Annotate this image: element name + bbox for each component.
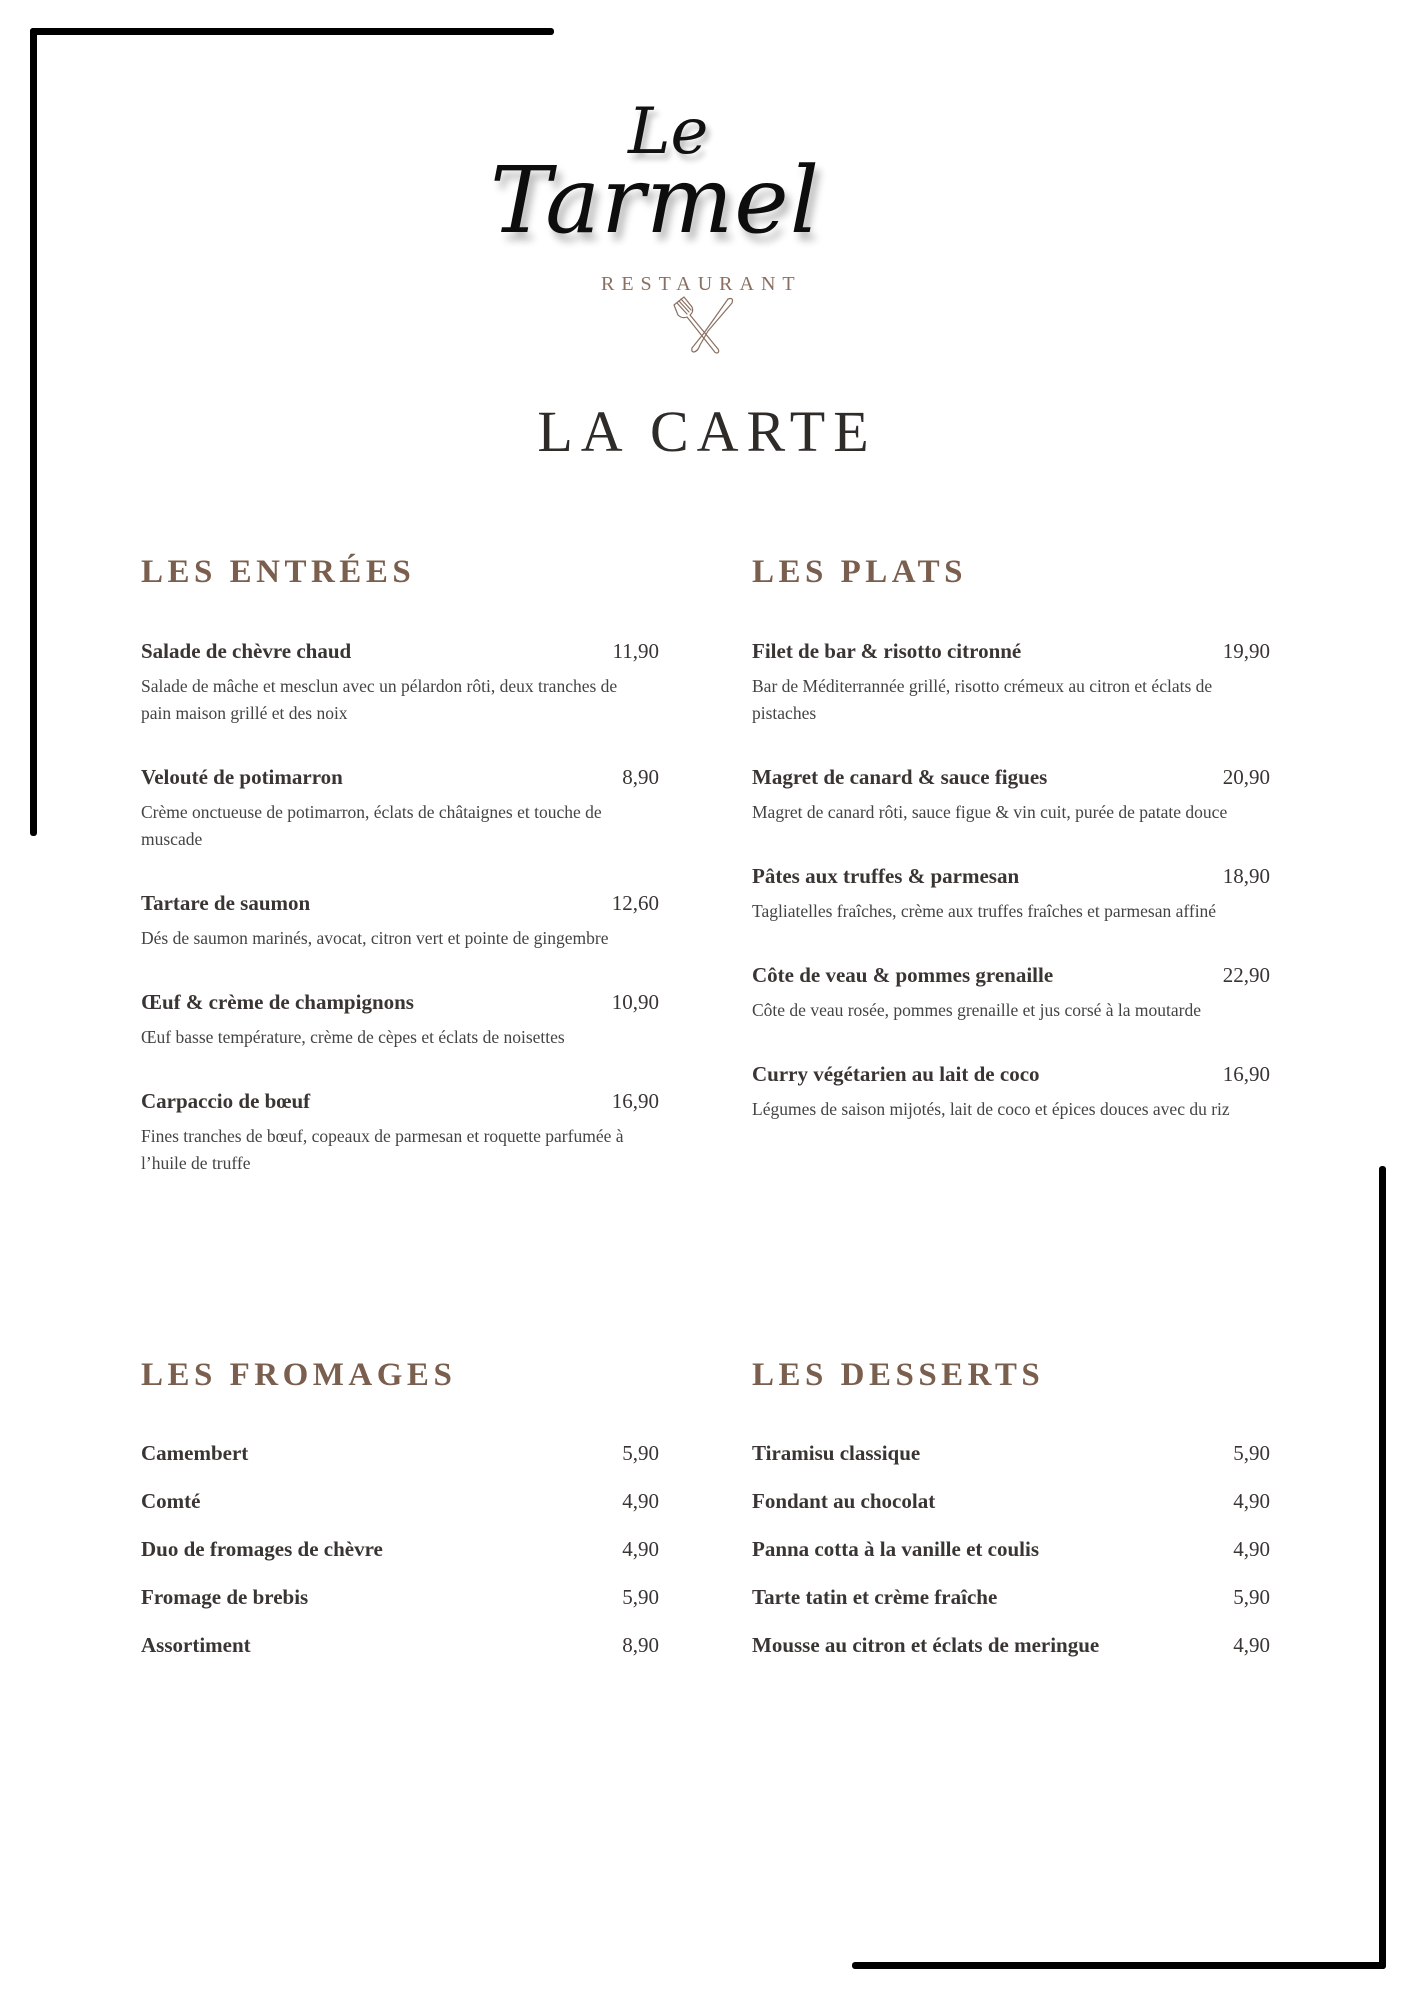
menu-item — [141, 890, 659, 952]
dish-description: Côte de veau rosée, pommes grenaille et jus corsé à la moutarde — [752, 1000, 1202, 1020]
menu-item — [141, 989, 659, 1051]
section-fromages — [141, 1355, 659, 1680]
dish-description: Magret de canard rôti, sauce figue & vin cuit, purée de patate douce — [752, 802, 1228, 822]
dish-price: 4,90 — [622, 1537, 659, 1561]
dish-name: Fromage de brebis — [141, 1585, 309, 1609]
menu-item — [752, 1440, 1270, 1488]
fork-knife-icon — [670, 295, 742, 355]
dish-name: Pâtes aux truffes & parmesan — [752, 864, 1020, 888]
menu-item — [752, 1536, 1270, 1584]
dish-description: Œuf basse température, crème de cèpes et éclats de noisettes — [141, 1027, 565, 1047]
dish-description: Crème onctueuse de potimarron, éclats de châtaignes et touche de muscade — [141, 802, 602, 849]
dish-name: Côte de veau & pommes grenaille — [752, 963, 1054, 987]
menu-item — [752, 638, 1270, 727]
dish-name: Tartare de saumon — [141, 891, 311, 915]
dish-name: Salade de chèvre chaud — [141, 639, 352, 663]
dish-description: Fines tranches de bœuf, copeaux de parmesan et roquette parfumée à l’huile de truffe — [141, 1126, 624, 1173]
dish-name: Filet de bar & risotto citronné — [752, 639, 1022, 663]
dish-description: Dés de saumon marinés, avocat, citron vert et pointe de gingembre — [141, 928, 609, 948]
dish-price: 5,90 — [622, 1585, 659, 1609]
menu-item — [141, 1536, 659, 1584]
menu-item — [752, 1584, 1270, 1632]
dish-price: 22,90 — [1222, 963, 1270, 987]
menu-item — [141, 1584, 659, 1632]
dish-name: Fondant au chocolat — [752, 1489, 936, 1513]
dish-name: Tiramisu classique — [752, 1441, 921, 1465]
page-title-text: LA CARTE — [537, 399, 877, 464]
frame-top-left-horizontal — [30, 28, 554, 35]
logo-name: Tarmel — [490, 147, 821, 254]
dish-name: Tarte tatin et crème fraîche — [752, 1585, 998, 1609]
dish-price: 8,90 — [622, 1633, 659, 1657]
logo-subtitle: RESTAURANT — [601, 273, 802, 295]
section-entrees — [141, 552, 659, 1177]
dish-name: Comté — [141, 1489, 201, 1513]
dish-price: 5,90 — [1233, 1585, 1270, 1609]
dish-list — [752, 638, 1270, 1123]
dish-price: 5,90 — [1233, 1441, 1270, 1465]
dish-price: 16,90 — [611, 1089, 659, 1113]
dish-price: 12,60 — [611, 891, 659, 915]
dish-price: 11,90 — [612, 639, 659, 663]
menu-item — [141, 764, 659, 853]
dish-name: Panna cotta à la vanille et coulis — [752, 1537, 1039, 1561]
dish-name: Magret de canard & sauce figues — [752, 765, 1048, 789]
page-title — [0, 398, 1414, 465]
dish-price: 19,90 — [1222, 639, 1270, 663]
menu-item — [752, 764, 1270, 826]
menu-item — [752, 962, 1270, 1024]
menu-item — [752, 863, 1270, 925]
menu-item — [752, 1632, 1270, 1680]
dish-price: 16,90 — [1222, 1062, 1270, 1086]
dish-description: Légumes de saison mijotés, lait de coco et épices douces avec du riz — [752, 1099, 1230, 1119]
dish-price: 10,90 — [611, 990, 659, 1014]
frame-bottom-right-vertical — [1379, 1166, 1386, 1969]
restaurant-logo — [480, 95, 900, 365]
menu-item — [752, 1061, 1270, 1123]
menu-item — [141, 1440, 659, 1488]
dish-name: Curry végétarien au lait de coco — [752, 1062, 1040, 1086]
dish-price: 20,90 — [1222, 765, 1270, 789]
dish-price: 18,90 — [1222, 864, 1270, 888]
section-title: LES ENTRÉES — [141, 554, 416, 590]
dish-name: Velouté de potimarron — [141, 765, 343, 789]
section-title: LES FROMAGES — [141, 1357, 457, 1393]
dish-name: Mousse au citron et éclats de meringue — [752, 1633, 1100, 1657]
dish-price: 5,90 — [622, 1441, 659, 1465]
dish-price: 8,90 — [622, 765, 659, 789]
dish-list — [141, 638, 659, 1177]
menu-item — [141, 1088, 659, 1177]
section-title: LES PLATS — [752, 554, 968, 590]
section-plats — [752, 552, 1270, 1123]
frame-bottom-right-horizontal — [852, 1962, 1386, 1969]
dish-price: 4,90 — [1233, 1537, 1270, 1561]
dish-price: 4,90 — [1233, 1489, 1270, 1513]
section-title: LES DESSERTS — [752, 1357, 1045, 1393]
menu-item — [141, 1632, 659, 1680]
dish-description: Bar de Méditerrannée grillé, risotto crémeux au citron et éclats de pistaches — [752, 676, 1213, 723]
menu-item — [752, 1488, 1270, 1536]
dish-description: Salade de mâche et mesclun avec un pélardon rôti, deux tranches de pain maison grillé et des noix — [141, 676, 618, 723]
dish-name: Œuf & crème de champignons — [141, 990, 414, 1014]
logo-prefix: Le — [628, 95, 709, 169]
dish-list — [752, 1440, 1270, 1680]
section-desserts — [752, 1355, 1270, 1680]
menu-item — [141, 1488, 659, 1536]
dish-name: Carpaccio de bœuf — [141, 1089, 311, 1113]
dish-description: Tagliatelles fraîches, crème aux truffes fraîches et parmesan affiné — [752, 901, 1217, 921]
dish-list — [141, 1440, 659, 1680]
dish-name: Duo de fromages de chèvre — [141, 1537, 383, 1561]
dish-price: 4,90 — [1233, 1633, 1270, 1657]
dish-price: 4,90 — [622, 1489, 659, 1513]
dish-name: Camembert — [141, 1441, 249, 1465]
dish-name: Assortiment — [141, 1633, 251, 1657]
menu-item — [141, 638, 659, 727]
